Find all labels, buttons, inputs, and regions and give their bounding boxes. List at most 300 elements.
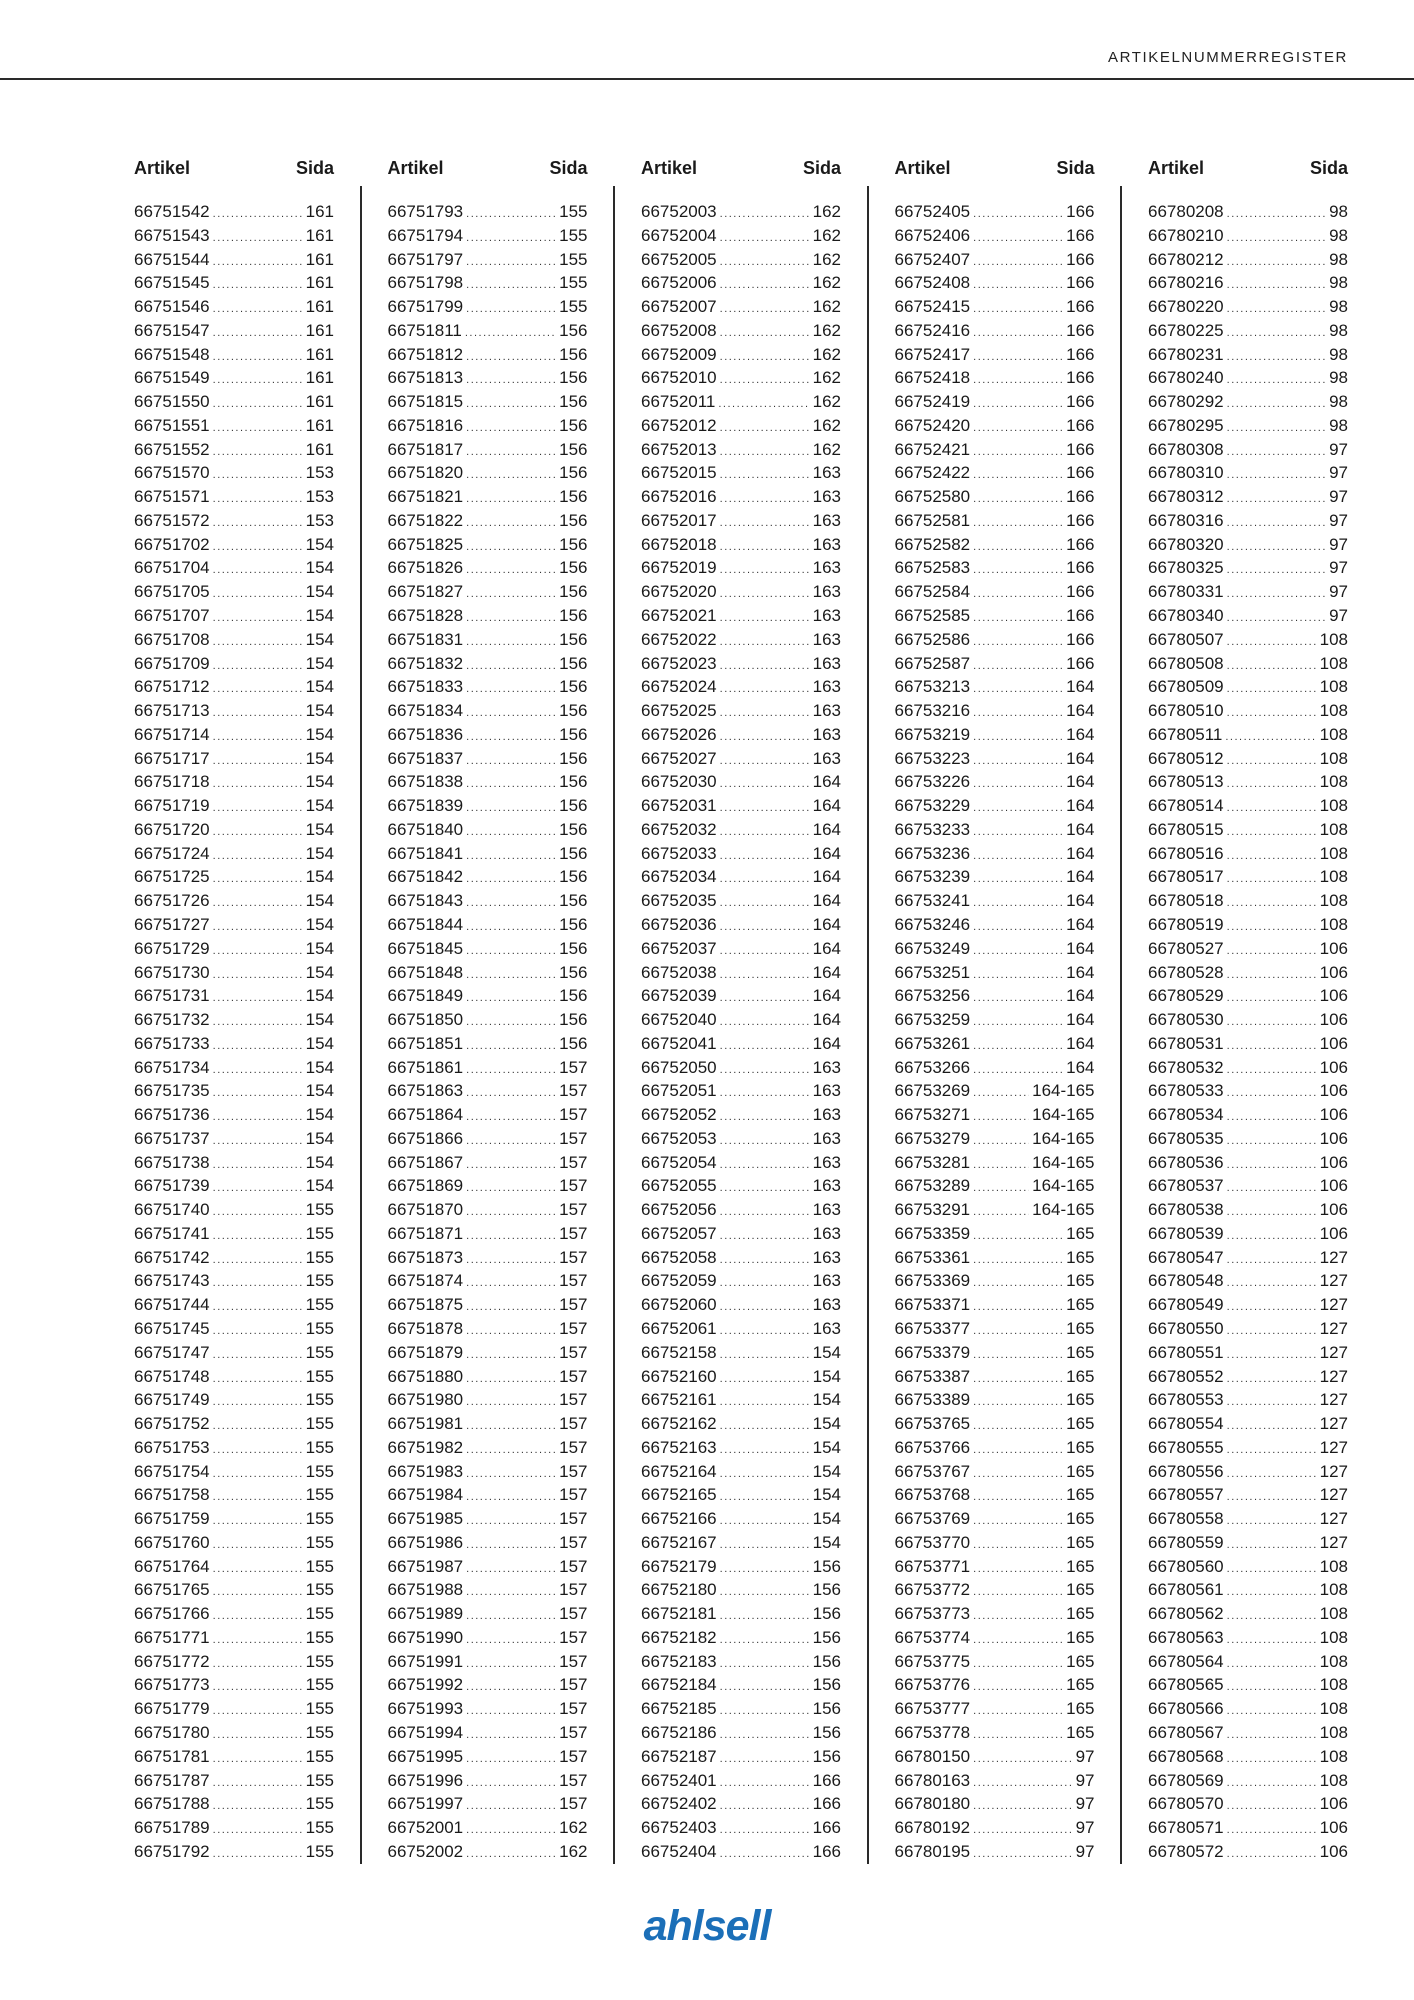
page-number: 153 <box>305 510 334 530</box>
dot-leader <box>718 393 809 417</box>
dot-leader <box>1227 298 1326 322</box>
article-number: 66751707 <box>134 606 210 626</box>
index-row <box>641 390 841 414</box>
dot-leader <box>466 369 556 393</box>
dot-leader <box>973 868 1063 892</box>
article-number: 66780566 <box>1148 1699 1224 1719</box>
page-number: 164 <box>812 843 841 863</box>
article-number: 66751760 <box>134 1532 210 1552</box>
page-number: 154 <box>305 1105 334 1125</box>
index-row <box>641 343 841 367</box>
article-number: 66780517 <box>1148 867 1224 887</box>
page-number: 155 <box>305 1223 334 1243</box>
index-row <box>134 295 334 319</box>
dot-leader <box>1227 678 1317 702</box>
dot-leader <box>466 1605 556 1629</box>
page-number: 97 <box>1329 582 1348 602</box>
page-number: 97 <box>1075 1746 1095 1766</box>
index-row <box>641 770 841 794</box>
index-row <box>895 271 1095 295</box>
index-row <box>641 1246 841 1270</box>
index-row <box>641 818 841 842</box>
page-number: 155 <box>305 1556 334 1576</box>
dot-leader <box>720 1296 810 1320</box>
index-row <box>388 652 588 676</box>
page-number: 155 <box>305 1746 334 1766</box>
article-number: 66751797 <box>387 249 464 269</box>
article-number: 66751866 <box>387 1128 464 1148</box>
dot-leader <box>1227 631 1317 655</box>
article-number: 66751834 <box>387 701 464 721</box>
index-row <box>1148 770 1348 794</box>
index-row <box>134 961 334 985</box>
dot-leader <box>1227 369 1326 393</box>
index-row <box>895 1816 1095 1840</box>
dot-leader <box>213 1605 303 1629</box>
index-row <box>1148 865 1348 889</box>
page-number: 154 <box>305 582 334 602</box>
article-number: 66751836 <box>387 724 464 744</box>
index-row <box>388 1269 588 1293</box>
page-number: 165 <box>1066 1675 1095 1695</box>
dot-leader <box>213 1772 303 1796</box>
index-row <box>388 1721 588 1745</box>
index-row <box>388 200 588 224</box>
dot-leader <box>213 773 303 797</box>
dot-leader <box>720 1059 810 1083</box>
dot-leader <box>213 987 303 1011</box>
article-number: 66751547 <box>134 320 210 340</box>
index-row <box>134 1697 334 1721</box>
dot-leader <box>1227 655 1317 679</box>
index-row <box>134 1388 334 1412</box>
index-row <box>134 1222 334 1246</box>
page-number: 164 <box>812 796 841 816</box>
page-number: 106 <box>1319 986 1348 1006</box>
index-row <box>134 1174 334 1198</box>
index-row <box>1148 295 1348 319</box>
page-number: 157 <box>559 1532 588 1552</box>
article-number: 66752401 <box>641 1770 717 1790</box>
article-number: 66751799 <box>387 297 464 317</box>
index-row <box>895 366 1095 390</box>
article-number: 66751733 <box>134 1033 210 1053</box>
page-number: 164 <box>1066 1010 1095 1030</box>
dot-leader <box>466 1201 556 1225</box>
page-number: 164 <box>1066 819 1095 839</box>
dot-leader <box>973 322 1063 346</box>
index-row <box>134 271 334 295</box>
article-number: 66752026 <box>641 724 717 744</box>
article-number: 66780539 <box>1148 1223 1224 1243</box>
page-number: 162 <box>812 439 841 459</box>
dot-leader <box>213 655 303 679</box>
article-number: 66753359 <box>894 1223 971 1243</box>
index-row <box>895 414 1095 438</box>
page-number: 154 <box>812 1437 841 1457</box>
article-number: 66752056 <box>641 1200 717 1220</box>
page-number: 164 <box>812 938 841 958</box>
dot-leader <box>973 750 1063 774</box>
page-number: 163 <box>812 487 841 507</box>
index-row <box>388 295 588 319</box>
dot-leader <box>213 1320 303 1344</box>
article-number: 66751548 <box>134 344 210 364</box>
page-number: 164 <box>1066 962 1095 982</box>
dot-leader <box>973 536 1063 560</box>
dot-leader <box>1227 892 1317 916</box>
page-number: 127 <box>1319 1414 1348 1434</box>
article-number: 66752402 <box>641 1794 717 1814</box>
article-number: 66751743 <box>134 1271 210 1291</box>
index-row <box>134 1483 334 1507</box>
page-number: 108 <box>1319 1651 1348 1671</box>
dot-leader <box>973 1819 1072 1843</box>
article-number: 66752581 <box>894 510 971 530</box>
article-number: 66751771 <box>134 1627 210 1647</box>
page-number: 164 <box>812 986 841 1006</box>
dot-leader <box>720 369 810 393</box>
dot-leader <box>213 1510 303 1534</box>
page-number: 164 <box>1066 867 1095 887</box>
page-number: 163 <box>812 463 841 483</box>
dot-leader <box>720 1581 810 1605</box>
dot-leader <box>973 1106 1029 1130</box>
index-row <box>1148 1174 1348 1198</box>
article-number: 66780308 <box>1148 439 1224 459</box>
page-number: 156 <box>559 653 588 673</box>
page-number: 166 <box>1066 582 1095 602</box>
page-number: 156 <box>559 558 588 578</box>
article-number: 66753259 <box>894 1010 971 1030</box>
article-number: 66780568 <box>1148 1746 1224 1766</box>
dot-leader <box>973 1391 1063 1415</box>
dot-leader <box>213 1534 303 1558</box>
article-number: 66753766 <box>894 1437 971 1457</box>
page-number: 157 <box>559 1366 588 1386</box>
article-number: 66751543 <box>134 225 210 245</box>
index-row <box>134 723 334 747</box>
dot-leader <box>720 607 810 631</box>
article-number: 66780571 <box>1148 1818 1224 1838</box>
article-number: 66752421 <box>894 439 971 459</box>
index-row <box>388 842 588 866</box>
dot-leader <box>466 892 556 916</box>
page-number: 154 <box>305 701 334 721</box>
page-number: 165 <box>1066 1271 1095 1291</box>
page-number: 154 <box>305 748 334 768</box>
dot-leader <box>213 797 303 821</box>
dot-leader <box>213 892 303 916</box>
index-row <box>641 295 841 319</box>
index-row <box>388 1246 588 1270</box>
index-row <box>134 1769 334 1793</box>
page-number: 97 <box>1329 510 1348 530</box>
dot-leader <box>973 1154 1029 1178</box>
page-number: 98 <box>1329 225 1348 245</box>
index-row <box>641 1174 841 1198</box>
dot-leader <box>466 1130 556 1154</box>
dot-leader <box>1227 393 1326 417</box>
dot-leader <box>466 1581 556 1605</box>
index-row <box>1148 747 1348 771</box>
article-number: 66752037 <box>641 938 717 958</box>
page-number: 166 <box>1066 202 1095 221</box>
index-row <box>1148 1032 1348 1056</box>
index-row <box>134 889 334 913</box>
dot-leader <box>973 1724 1063 1748</box>
index-row <box>641 1792 841 1816</box>
article-number: 66752422 <box>894 463 971 483</box>
index-row <box>1148 224 1348 248</box>
index-column-1 <box>134 156 334 1864</box>
article-number: 66753239 <box>894 867 971 887</box>
article-number: 66780515 <box>1148 819 1224 839</box>
page-number: 162 <box>812 225 841 245</box>
index-row <box>895 1721 1095 1745</box>
page-number: 154 <box>305 819 334 839</box>
index-row <box>134 1008 334 1032</box>
page-number: 157 <box>559 1746 588 1766</box>
page-number: 108 <box>1319 1675 1348 1695</box>
page-number: 155 <box>305 1770 334 1790</box>
column-heading-page: Sida <box>295 158 334 178</box>
index-rows <box>641 200 841 1864</box>
dot-leader <box>720 1130 810 1154</box>
dot-leader <box>973 1177 1029 1201</box>
page-number: 164 <box>1066 724 1095 744</box>
page-number: 165 <box>1066 1223 1095 1243</box>
index-row <box>641 747 841 771</box>
index-row <box>895 200 1095 224</box>
index-row <box>388 1531 588 1555</box>
dot-leader <box>1227 1225 1317 1249</box>
article-number: 66752059 <box>641 1271 717 1291</box>
index-row <box>388 1602 588 1626</box>
index-row <box>134 1341 334 1365</box>
index-row <box>388 1650 588 1674</box>
page-number: 163 <box>812 582 841 602</box>
index-row <box>134 224 334 248</box>
article-number: 66751826 <box>387 558 464 578</box>
page-number: 98 <box>1329 202 1348 221</box>
index-row <box>388 1056 588 1080</box>
article-number: 66751794 <box>387 225 464 245</box>
page-number: 106 <box>1319 1105 1348 1125</box>
article-number: 66751869 <box>387 1176 464 1196</box>
dot-leader <box>213 1463 303 1487</box>
page-number: 108 <box>1319 653 1348 673</box>
dot-leader <box>213 464 303 488</box>
page-number: 157 <box>559 1128 588 1148</box>
dot-leader <box>466 1772 556 1796</box>
page-number: 155 <box>305 1509 334 1529</box>
index-row <box>1148 1079 1348 1103</box>
page-number: 157 <box>559 1247 588 1267</box>
page-number: 127 <box>1319 1437 1348 1457</box>
article-number: 66751982 <box>387 1437 464 1457</box>
index-row <box>388 580 588 604</box>
article-number: 66751705 <box>134 582 210 602</box>
index-row <box>1148 1317 1348 1341</box>
index-row <box>1148 533 1348 557</box>
index-row <box>895 390 1095 414</box>
article-number: 66751720 <box>134 819 210 839</box>
article-number: 66780310 <box>1148 463 1224 483</box>
dot-leader <box>720 892 810 916</box>
page-number: 106 <box>1319 962 1348 982</box>
dot-leader <box>1227 1035 1317 1059</box>
index-row <box>641 1555 841 1579</box>
index-row <box>134 1317 334 1341</box>
article-number: 66780533 <box>1148 1081 1224 1101</box>
dot-leader <box>1227 750 1317 774</box>
index-row <box>1148 889 1348 913</box>
dot-leader <box>466 1700 556 1724</box>
index-row <box>895 343 1095 367</box>
dot-leader <box>466 583 556 607</box>
article-number: 66751702 <box>134 534 210 554</box>
page-number: 165 <box>1066 1651 1095 1671</box>
index-row <box>641 1721 841 1745</box>
index-row <box>134 1555 334 1579</box>
page-number: 157 <box>559 1604 588 1624</box>
dot-leader <box>973 203 1063 227</box>
dot-leader <box>1227 1082 1317 1106</box>
article-number: 66780537 <box>1148 1176 1224 1196</box>
index-row <box>388 1008 588 1032</box>
article-number: 66752021 <box>641 606 717 626</box>
article-number: 66751748 <box>134 1366 210 1386</box>
index-row <box>388 1127 588 1151</box>
dot-leader <box>466 1534 556 1558</box>
index-row <box>895 1127 1095 1151</box>
page-number: 127 <box>1319 1342 1348 1362</box>
column-header <box>388 156 588 180</box>
page-number: 155 <box>305 1247 334 1267</box>
index-row <box>641 699 841 723</box>
article-number: 66751812 <box>387 344 464 364</box>
article-number: 66780531 <box>1148 1033 1224 1053</box>
page-number: 155 <box>305 1366 334 1386</box>
dot-leader <box>213 631 303 655</box>
index-row <box>895 628 1095 652</box>
dot-leader <box>973 1629 1063 1653</box>
article-number: 66752052 <box>641 1105 717 1125</box>
index-row <box>1148 1341 1348 1365</box>
index-row <box>388 865 588 889</box>
article-number: 66751727 <box>134 914 210 934</box>
dot-leader <box>1227 845 1317 869</box>
dot-leader <box>213 322 303 346</box>
index-row <box>388 984 588 1008</box>
dot-leader <box>1227 1011 1317 1035</box>
index-row <box>641 1673 841 1697</box>
index-row <box>1148 1626 1348 1650</box>
dot-leader <box>213 1819 303 1843</box>
dot-leader <box>466 1510 556 1534</box>
index-row <box>895 1436 1095 1460</box>
dot-leader <box>1227 203 1326 227</box>
article-number: 66752039 <box>641 986 717 1006</box>
article-number: 66751773 <box>134 1675 210 1695</box>
article-number: 66751545 <box>134 273 210 293</box>
dot-leader <box>973 1653 1063 1677</box>
page-number: 157 <box>559 1057 588 1077</box>
article-number: 66753771 <box>894 1556 971 1576</box>
article-number: 66780555 <box>1148 1437 1224 1457</box>
index-row <box>388 1816 588 1840</box>
page-number: 106 <box>1319 1223 1348 1243</box>
page-number: 155 <box>559 273 588 293</box>
dot-leader <box>1227 512 1326 536</box>
dot-leader <box>720 274 810 298</box>
article-number: 66751879 <box>387 1342 464 1362</box>
article-number: 66752036 <box>641 914 717 934</box>
page-number: 98 <box>1329 344 1348 364</box>
index-row <box>134 699 334 723</box>
page-number: 154 <box>305 1057 334 1077</box>
page-number: 164-165 <box>1032 1176 1095 1196</box>
dot-leader <box>466 1296 556 1320</box>
article-number: 66751863 <box>387 1081 464 1101</box>
page-number: 166 <box>812 1770 841 1790</box>
index-row <box>388 1460 588 1484</box>
article-number: 66752406 <box>894 225 971 245</box>
article-number: 66751878 <box>387 1318 464 1338</box>
article-number: 66751841 <box>387 843 464 863</box>
dot-leader <box>213 1724 303 1748</box>
index-row <box>641 224 841 248</box>
article-number: 66751817 <box>387 439 464 459</box>
article-number: 66752018 <box>641 534 717 554</box>
page-number: 154 <box>812 1461 841 1481</box>
dot-leader <box>973 251 1063 275</box>
index-row <box>1148 961 1348 985</box>
index-row <box>1148 1745 1348 1769</box>
index-column-5 <box>1148 156 1348 1864</box>
article-number: 66752403 <box>641 1818 717 1838</box>
dot-leader <box>466 1486 556 1510</box>
article-number: 66751737 <box>134 1128 210 1148</box>
column-divider <box>867 186 869 1864</box>
dot-leader <box>973 1463 1063 1487</box>
page-number: 108 <box>1319 914 1348 934</box>
page-number: 108 <box>1319 772 1348 792</box>
column-header <box>1148 156 1348 180</box>
index-row <box>895 1840 1095 1864</box>
dot-leader <box>1227 1272 1317 1296</box>
index-row <box>1148 1483 1348 1507</box>
index-row <box>641 1578 841 1602</box>
dot-leader <box>1227 227 1326 251</box>
page-number: 108 <box>1319 796 1348 816</box>
article-number: 66751789 <box>134 1818 210 1838</box>
page-number: 98 <box>1329 415 1348 435</box>
article-number: 66753249 <box>894 938 971 958</box>
index-row <box>641 1008 841 1032</box>
index-row <box>641 1507 841 1531</box>
dot-leader <box>973 726 1063 750</box>
dot-leader <box>213 369 303 393</box>
dot-leader <box>973 892 1063 916</box>
dot-leader <box>466 393 556 417</box>
index-row <box>134 747 334 771</box>
page-number: 156 <box>559 891 588 911</box>
page-number: 162 <box>812 202 841 221</box>
article-number: 66752050 <box>641 1057 717 1077</box>
dot-leader <box>973 964 1063 988</box>
